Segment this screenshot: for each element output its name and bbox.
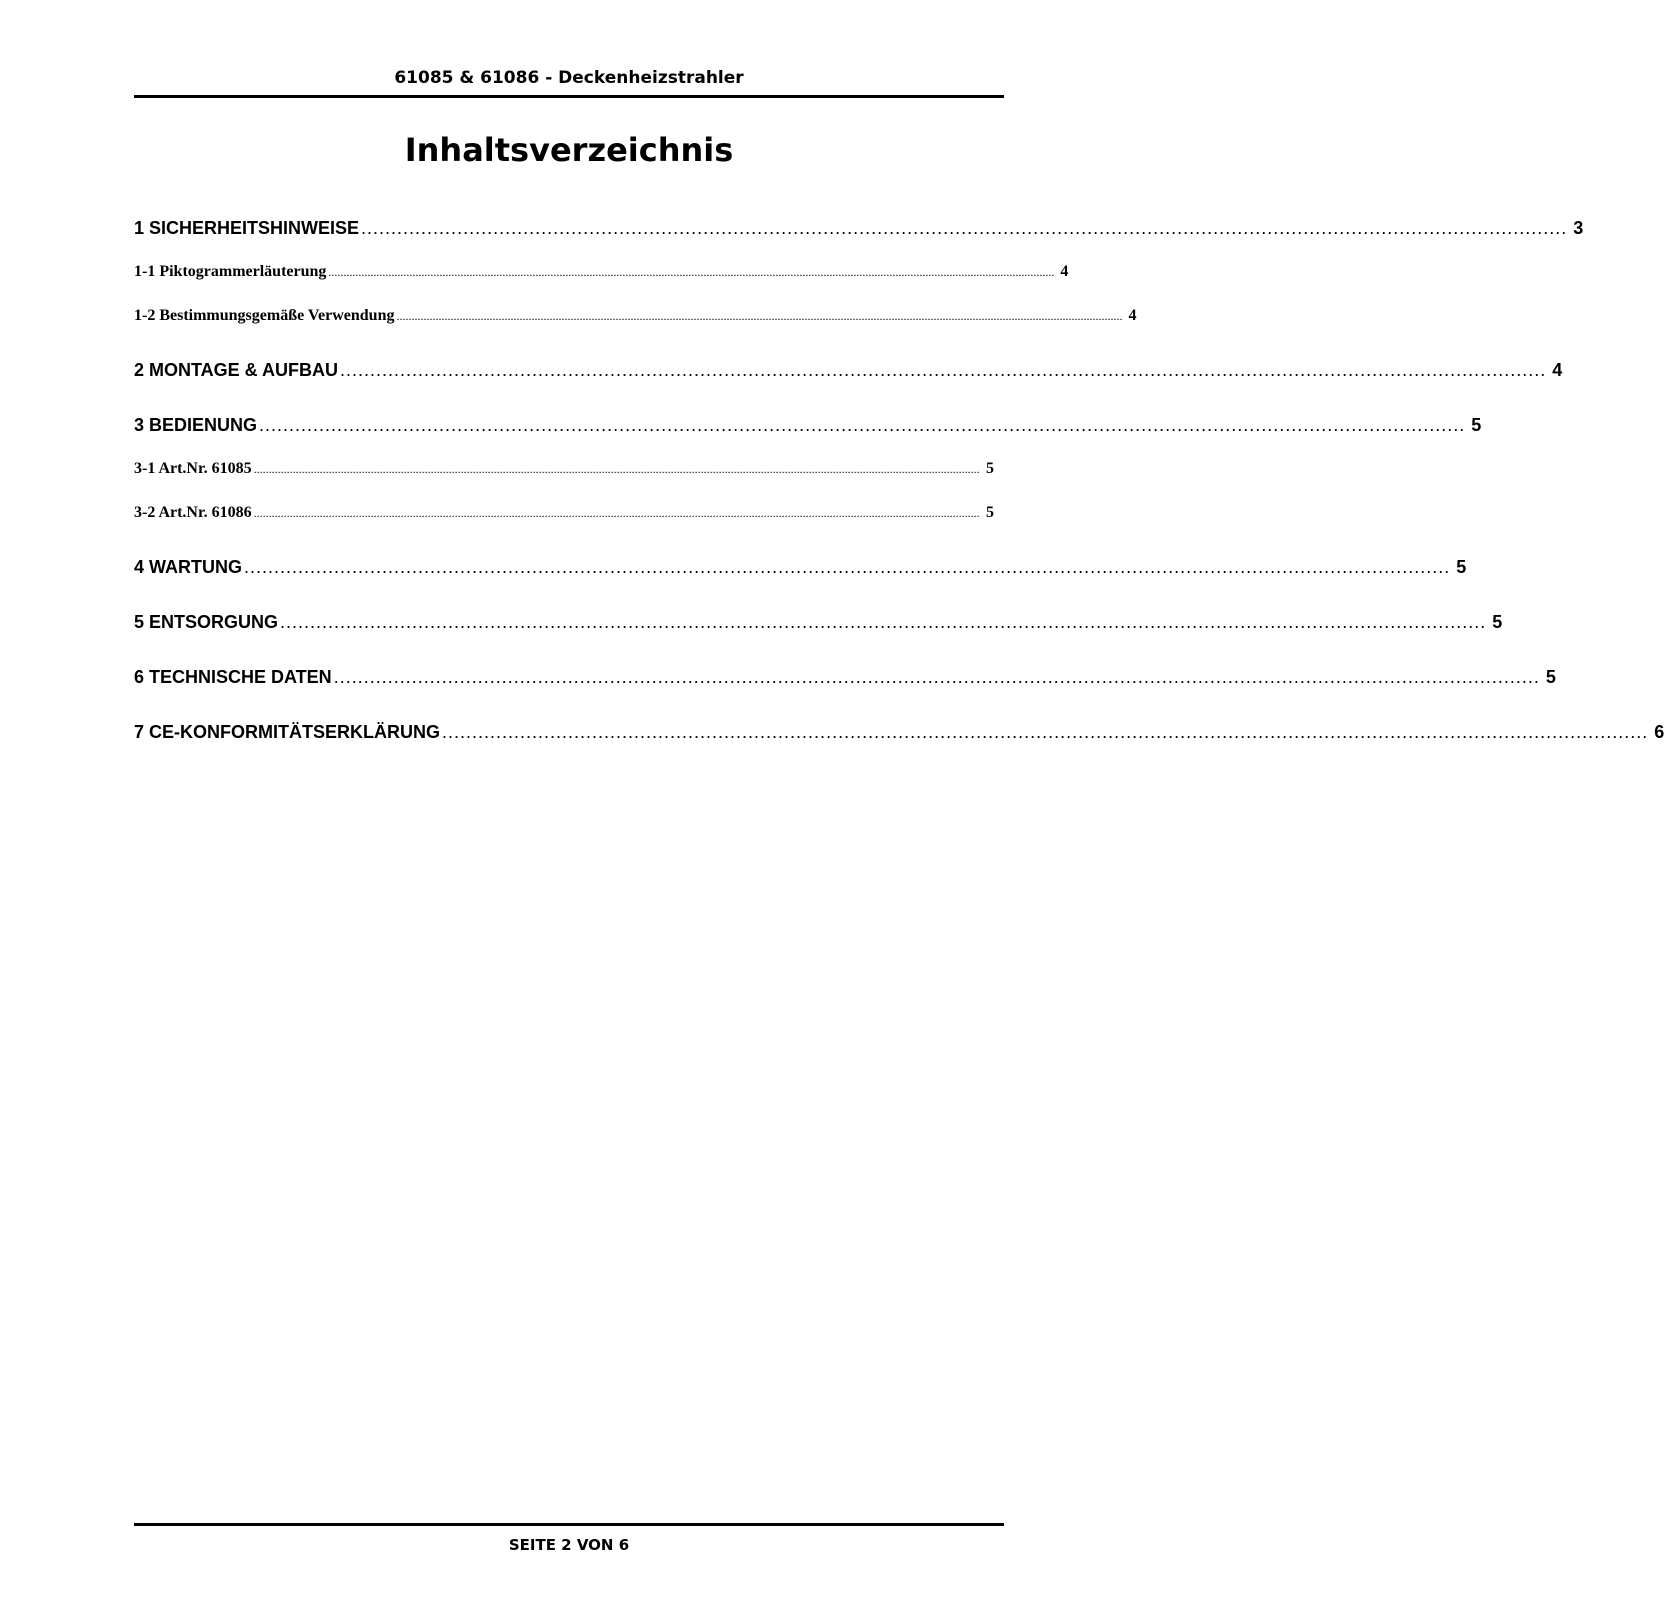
toc-leader-dots: ......................................................................................................................................................................................................... xyxy=(280,612,1487,632)
toc-leader-dots: ......................................................................................................................................................................................................... xyxy=(244,557,1451,577)
toc-entry-label: 5 ENTSORGUNG xyxy=(134,612,279,632)
toc-entry-sicherheitshinweise[interactable] xyxy=(134,216,1584,240)
toc-entry-montage-aufbau[interactable] xyxy=(134,358,1563,382)
toc-entry-wartung[interactable] xyxy=(134,555,1467,579)
header-rule xyxy=(134,95,1004,98)
toc-leader-dots: ......................................................................................................................................................................................................... xyxy=(442,722,1649,742)
toc-entry-page: 4 xyxy=(1128,307,1137,324)
page-title: Inhaltsverzeichnis xyxy=(404,131,734,169)
toc-entry-label: 7 CE-KONFORMITÄTSERKLÄRUNG xyxy=(134,722,440,742)
toc-entry-page: 5 xyxy=(1492,612,1503,632)
toc-entry-label: 1 SICHERHEITSHINWEISE xyxy=(134,218,360,238)
toc-entry-label: 1-1 Piktogrammerläuterung xyxy=(134,263,327,280)
toc-entry-page: 6 xyxy=(1654,722,1664,742)
toc-leader-dots: .................................................................................................................................................................................................................................................. xyxy=(328,265,1055,279)
toc-leader-dots: ......................................................................................................................................................................................................... xyxy=(340,360,1547,380)
toc-entry-page: 4 xyxy=(1060,263,1069,280)
toc-leader-dots: .................................................................................................................................................................................................................................................. xyxy=(253,506,980,520)
toc-entry-entsorgung[interactable] xyxy=(134,610,1503,634)
toc-entry-page: 3 xyxy=(1573,218,1584,238)
toc-leader-dots: ......................................................................................................................................................................................................... xyxy=(333,667,1540,687)
toc-entry-bedienung[interactable] xyxy=(134,413,1482,437)
toc-entry-page: 5 xyxy=(986,504,994,521)
toc-entry-label: 6 TECHNISCHE DATEN xyxy=(134,667,332,687)
toc-entry-piktogrammerlaeuterung[interactable] xyxy=(134,261,1069,283)
toc-entry-label: 3-1 Art.Nr. 61085 xyxy=(134,460,252,477)
toc-leader-dots: .................................................................................................................................................................................................................................................. xyxy=(253,462,980,476)
toc-entry-label: 2 MONTAGE & AUFBAU xyxy=(134,360,338,380)
toc-entry-page: 5 xyxy=(986,460,994,477)
toc-leader-dots: ......................................................................................................................................................................................................... xyxy=(361,218,1568,238)
toc-entry-page: 5 xyxy=(1545,667,1556,687)
toc-entry-technische-daten[interactable] xyxy=(134,665,1556,689)
toc-leader-dots: ......................................................................................................................................................................................................... xyxy=(259,415,1466,435)
toc-entry-page: 5 xyxy=(1456,557,1467,577)
toc-entry-bestimmungsgemaesse-verwendung[interactable] xyxy=(134,305,1137,327)
toc-entry-art-61086[interactable] xyxy=(134,502,994,524)
header-title: 61085 & 61086 - Deckenheizstrahler xyxy=(394,68,744,88)
footer-rule xyxy=(134,1523,1004,1526)
toc-entry-page: 4 xyxy=(1552,360,1563,380)
toc-entry-label: 3-2 Art.Nr. 61086 xyxy=(134,504,252,521)
toc-leader-dots: .................................................................................................................................................................................................................................................. xyxy=(396,309,1123,323)
page-number: SEITE 2 VON 6 xyxy=(508,1536,630,1554)
toc-entry-label: 4 WARTUNG xyxy=(134,557,242,577)
toc-entry-ce-konformitaetserklaerung[interactable] xyxy=(134,720,1664,744)
toc-entry-art-61085[interactable] xyxy=(134,458,994,480)
toc-entry-label: 3 BEDIENUNG xyxy=(134,415,258,435)
toc-entry-page: 5 xyxy=(1471,415,1482,435)
toc-entry-label: 1-2 Bestimmungsgemäße Verwendung xyxy=(134,307,395,324)
